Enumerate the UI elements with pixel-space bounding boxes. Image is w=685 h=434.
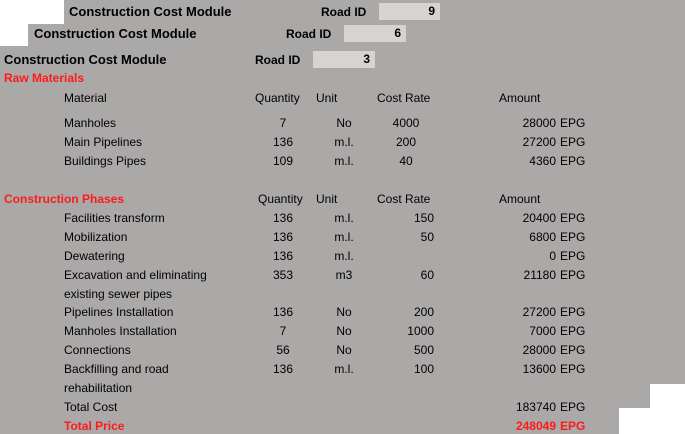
row-rate: 4000 [392, 116, 420, 130]
row-name: Backfilling and road [64, 362, 169, 376]
row-name-line2: rehabilitation [64, 381, 133, 395]
row-name: Facilities transform [64, 211, 165, 225]
background-notch-2 [619, 408, 685, 434]
row-qty: 136 [272, 362, 294, 376]
row-currency: EPG [560, 268, 586, 282]
row-name: Buildings Pipes [64, 154, 147, 168]
row-currency: EPG [560, 305, 586, 319]
row-unit: m.l. [334, 135, 354, 149]
row-rate: 1000 [407, 324, 434, 338]
total-price-label: Total Price [64, 419, 125, 433]
road-id-label: Road ID [321, 5, 367, 19]
header-unit: Unit [316, 192, 338, 206]
total-cost-currency: EPG [560, 400, 586, 414]
header-unit: Unit [316, 91, 338, 105]
row-rate: 60 [420, 268, 434, 282]
row-unit: m.l. [334, 230, 354, 244]
row-rate: 200 [395, 135, 417, 149]
row-amount: 27200 [522, 135, 556, 149]
row-amount: 4360 [529, 154, 556, 168]
total-cost-value: 183740 [515, 400, 556, 414]
row-qty: 136 [272, 230, 294, 244]
row-currency: EPG [560, 324, 586, 338]
row-currency: EPG [560, 116, 586, 130]
row-amount: 20400 [522, 211, 556, 225]
row-unit: No [336, 324, 352, 338]
header-amount: Amount [499, 91, 541, 105]
row-currency: EPG [560, 362, 586, 376]
header-cost-rate: Cost Rate [377, 192, 431, 206]
row-qty: 56 [276, 343, 290, 357]
window-title: Construction Cost Module [34, 26, 197, 41]
header-amount: Amount [499, 192, 541, 206]
row-name: Manholes Installation [64, 324, 177, 338]
road-id-label: Road ID [286, 27, 332, 41]
row-qty: 353 [272, 268, 294, 282]
row-amount: 21180 [523, 268, 556, 282]
row-qty: 109 [272, 154, 294, 168]
road-id-input[interactable]: 3 [313, 51, 375, 68]
row-name: Dewatering [64, 249, 125, 263]
row-name: Main Pipelines [64, 135, 143, 149]
row-name-line2: existing sewer pipes [64, 287, 173, 301]
section-title-construction-phases: Construction Phases [4, 192, 125, 206]
row-qty: 7 [279, 116, 287, 130]
row-currency: EPG [560, 249, 586, 263]
road-id-input[interactable]: 9 [379, 3, 440, 20]
row-unit: m.l. [334, 154, 354, 168]
header-cost-rate: Cost Rate [377, 91, 431, 105]
row-unit: m.l. [334, 211, 354, 225]
row-name: Mobilization [64, 230, 128, 244]
row-name: Excavation and eliminating [64, 268, 207, 282]
total-price-currency: EPG [560, 419, 586, 433]
row-rate: 50 [420, 230, 434, 244]
total-price-value: 248049 [515, 419, 556, 433]
row-unit: m.l. [334, 249, 354, 263]
header-quantity: Quantity [255, 91, 300, 105]
row-name: Pipelines Installation [64, 305, 174, 319]
row-currency: EPG [560, 343, 586, 357]
row-rate: 500 [413, 343, 434, 357]
row-qty: 136 [272, 249, 294, 263]
row-rate: 100 [413, 362, 434, 376]
row-rate: 200 [413, 305, 434, 319]
row-qty: 136 [272, 135, 294, 149]
row-qty: 7 [279, 324, 287, 338]
window-title: Construction Cost Module [69, 4, 232, 19]
row-currency: EPG [560, 211, 586, 225]
row-amount: 7000 [529, 324, 556, 338]
row-name: Manholes [64, 116, 117, 130]
row-unit: No [336, 305, 352, 319]
row-amount: 27200 [522, 305, 556, 319]
row-qty: 136 [272, 305, 294, 319]
row-currency: EPG [560, 230, 586, 244]
header-material: Material [64, 91, 107, 105]
window-title: Construction Cost Module [4, 52, 167, 67]
row-unit: m.l. [334, 362, 354, 376]
row-unit: m3 [335, 268, 353, 282]
row-unit: No [336, 343, 352, 357]
row-unit: No [336, 116, 352, 130]
header-quantity: Quantity [258, 192, 303, 206]
row-currency: EPG [560, 154, 586, 168]
row-qty: 136 [272, 211, 294, 225]
row-amount: 28000 [522, 343, 556, 357]
row-amount: 6800 [529, 230, 556, 244]
row-amount: 0 [549, 249, 556, 263]
row-rate: 40 [399, 154, 413, 168]
row-currency: EPG [560, 135, 586, 149]
row-amount: 28000 [522, 116, 556, 130]
row-amount: 13600 [522, 362, 556, 376]
total-cost-label: Total Cost [64, 400, 118, 414]
section-title-raw-materials: Raw Materials [4, 71, 85, 85]
road-id-input[interactable]: 6 [344, 25, 406, 42]
row-name: Connections [64, 343, 131, 357]
row-rate: 150 [413, 211, 434, 225]
road-id-label: Road ID [255, 53, 301, 67]
